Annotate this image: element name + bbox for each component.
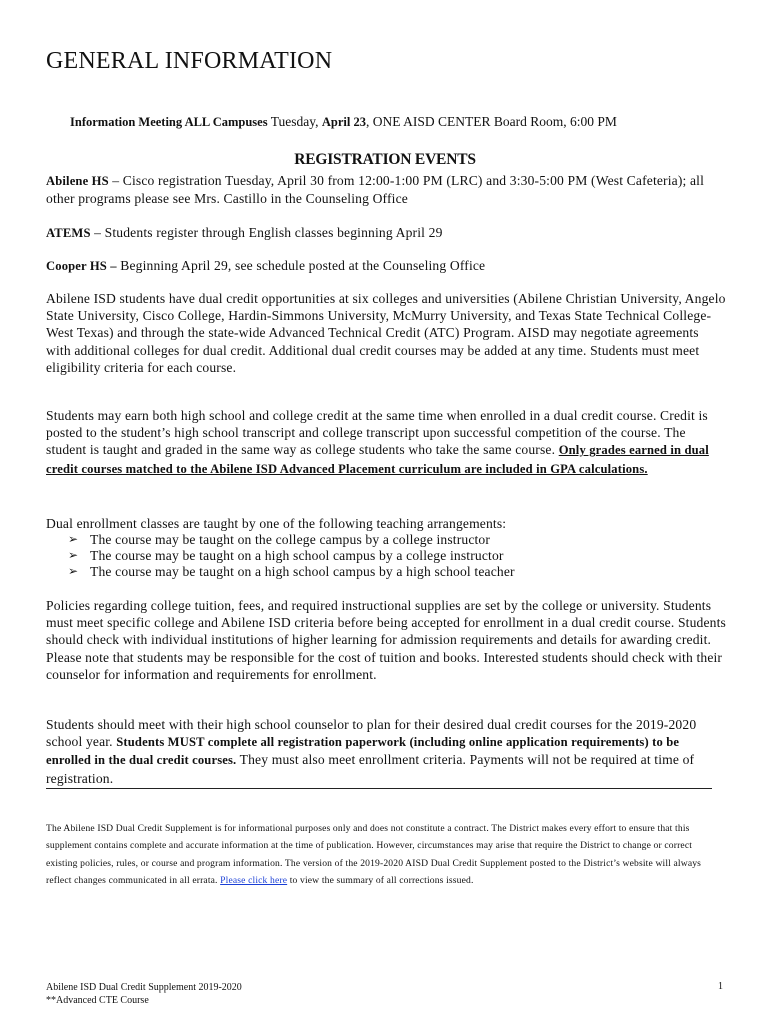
disclaimer-tail: to view the summary of all corrections issued. [287, 874, 474, 886]
disclaimer [46, 820, 726, 889]
paragraph-credit [46, 407, 726, 478]
disclaimer-text: The Abilene ISD Dual Credit Supplement is for informational purposes only and does not constitute a contract. The District makes every effort to ensure that this supplement contains complete and accurate information at the time of publication. However, circumstances may arise that require the District to change or correct existing policies, rules, or course and program information. The version of the 2019-2020 AISD Dual Credit Supplement posted to the District’s website will always reflect changes communicated in all errata. [46, 823, 702, 886]
meeting-date: April 23 [321, 115, 366, 129]
meet-text: Students should meet with their high school counselor to plan for their desired dual credit courses for the 2019-2020 school year. [46, 717, 697, 750]
event-school: Cooper HS – [46, 259, 117, 273]
page-number: 1 [718, 981, 723, 992]
paragraph-policies: Policies regarding college tuition, fees, and required instructional supplies are set by the college or university. Students must meet specific college and Abilene ISD criteria before being accepted for enrollment in a dual credit course. Students should check with individual institutions of higher learning for admission requirements and details for awarding credit. Please note that students may be responsible for the cost of tuition and books. Interested students should check with their counselor for information and requirements for enrollment. [46, 598, 726, 682]
teaching-arrangements [46, 515, 726, 580]
page-title: GENERAL INFORMATION [46, 48, 333, 74]
footer-title: Abilene ISD Dual Credit Supplement 2019-2020 [46, 982, 242, 993]
arrow-bullet-icon: ➢ [68, 548, 79, 562]
event-school: ATEMS [46, 226, 91, 240]
paragraph-meet-counselor [46, 716, 726, 787]
meeting-label: Information Meeting ALL Campuses [70, 115, 268, 129]
arrangements-intro: Dual enrollment classes are taught by one of the following teaching arrangements: [46, 516, 507, 531]
footer-note: **Advanced CTE Course [46, 995, 149, 1006]
arrow-bullet-icon: ➢ [68, 532, 79, 547]
arrangements-list [46, 532, 726, 579]
meeting-day: Tuesday, [267, 114, 322, 129]
paragraph-opportunities: Abilene ISD students have dual credit opportunities at six colleges and universities (Abilene Christian University, Angelo State University, Cisco College, Hardin-Simmons University, McMurry University, and Texas State Technical College-West Texas) and through the state-wide Advanced Technical Credit (ATC) Program. AISD may negotiate agreements with additional colleges for dual credit. Additional dual credit courses may be added at any time. Students must meet eligibility criteria for each course. [46, 291, 726, 375]
event-text: Beginning April 29, see schedule posted at the Counseling Office [116, 258, 486, 273]
information-meeting-line [70, 114, 740, 130]
list-item: ➢ The course may be taught on the college campus by a college instructor [68, 532, 491, 548]
registration-events-heading: REGISTRATION EVENTS [294, 151, 476, 168]
credit-text: Students may earn both high school and college credit at the same time when enrolled in a dual credit course. Credit is posted to the student’s high school transcript and college transcript upon successful competition of the course. The student is taught and graded in the same way as college students who take the same course. [46, 408, 708, 458]
event-cooper-hs [46, 257, 726, 275]
event-atems [46, 224, 726, 242]
meet-tail: They must also meet enrollment criteria. Payments will not be required at time of registration. [46, 752, 695, 786]
registration-emphasis: Students MUST complete all registration paperwork (including online application requirements) to be enrolled in the dual credit courses. [46, 735, 680, 768]
event-text: – Students register through English classes beginning April 29 [90, 225, 443, 240]
gpa-emphasis: Only grades earned in dual credit courses matched to the Abilene ISD Advanced Placement curriculum are included in GPA calculations. [46, 443, 709, 476]
corrections-link[interactable]: Please click here [220, 874, 288, 886]
list-item: ➢ The course may be taught on a high school campus by a high school teacher [68, 563, 515, 579]
arrow-bullet-icon: ➢ [68, 563, 79, 578]
meeting-location: , ONE AISD CENTER Board Room, 6:00 PM [365, 114, 617, 129]
page-footer [46, 981, 726, 1007]
event-abilene-hs [46, 172, 726, 207]
event-school: Abilene HS [46, 174, 109, 188]
section-divider [46, 788, 712, 789]
list-item: ➢ The course may be taught on a high school campus by a college instructor [68, 548, 504, 563]
event-text: – Cisco registration Tuesday, April 30 from 12:00-1:00 PM (LRC) and 3:30-5:00 PM (West Cafeteria); all other programs please see Mrs. Castillo in the Counseling Office [46, 173, 705, 207]
